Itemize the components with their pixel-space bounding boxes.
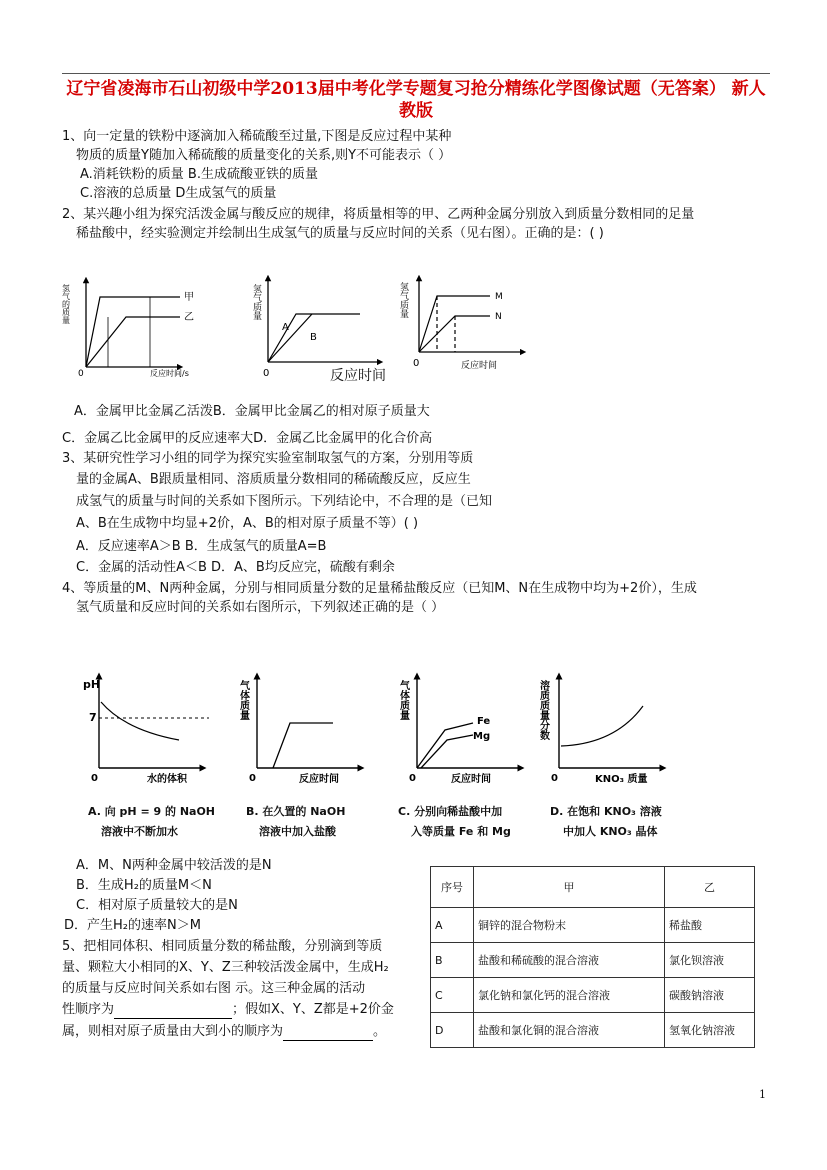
g3-xlabel: 反应时间 xyxy=(461,361,498,371)
g3-label-m: M xyxy=(495,292,503,302)
table-cell: A xyxy=(431,908,474,943)
q3-options-ab: A．反应速率A＞B B．生成氢气的质量A=B xyxy=(76,539,327,554)
q5-line1: 5、把相同体积、相同质量分数的稀盐酸，分别滴到等质 xyxy=(62,939,383,954)
table-header-cell: 序号 xyxy=(431,867,474,908)
g3-origin: 0 xyxy=(413,358,420,369)
g1-series-jia xyxy=(86,297,180,367)
caption-d-line1: D. 在饱和 KNO₃ 溶液 xyxy=(550,805,662,818)
table-cell: 铜锌的混合物粉末 xyxy=(474,908,665,943)
graph-metal-m-n xyxy=(395,270,535,380)
q5-blank-activity[interactable] xyxy=(114,1004,232,1019)
caption-a-line2: 溶液中不断加水 xyxy=(101,825,178,838)
caption-d-line2: 中加人 KNO₃ 晶体 xyxy=(563,825,658,838)
q4-line2: 氢气质量和反应时间的关系如右图所示，下列叙述正确的是（ ） xyxy=(76,600,445,615)
q1-options-cd: C.溶液的总质量 D生成氢气的质量 xyxy=(80,186,277,201)
q4-option-c: C．相对原子质量较大的是N xyxy=(76,898,238,913)
graph-gas-fe-mg xyxy=(398,676,522,785)
gb-line xyxy=(273,723,333,768)
q5-line5 xyxy=(62,1022,386,1041)
table-cell: 碳酸钠溶液 xyxy=(665,978,755,1013)
g1-series-yi xyxy=(86,317,180,367)
q1-line2: 物质的质量Y随加入稀硫酸的质量变化的关系,则Y不可能表示（ ） xyxy=(76,148,452,163)
q2-line2: 稀盐酸中，经实验测定并绘制出生成氢气的质量与反应时间的关系（见右图）。正确的是：( ) xyxy=(76,226,604,241)
table-cell: C xyxy=(431,978,474,1013)
gd-ylabel: 溶质质量分数 xyxy=(537,680,549,740)
table-cell: 氯化钠和氯化钙的混合溶液 xyxy=(474,978,665,1013)
ga-ylabel: pH xyxy=(83,678,101,691)
table-cell: 稀盐酸 xyxy=(665,908,755,943)
table-row xyxy=(431,978,755,1013)
reagent-table xyxy=(430,866,755,1048)
q5-line3: 的质量与反应时间关系如右图 示。这三种金属的活动 xyxy=(62,981,366,996)
g1-xlabel: 反应时间/s xyxy=(150,369,189,378)
table-header-cell: 乙 xyxy=(665,867,755,908)
gb-origin: 0 xyxy=(249,773,256,784)
table-cell: 氢氧化钠溶液 xyxy=(665,1013,755,1048)
q4-option-d: D．产生H₂的速率N＞M xyxy=(64,918,201,933)
q4-option-b: B．生成H₂的质量M＜N xyxy=(76,878,212,893)
g3-ylabel: 氢气质量 xyxy=(398,282,408,318)
q5-blank-atomic-mass[interactable] xyxy=(283,1026,373,1041)
page-number: 1 xyxy=(759,1088,766,1101)
g2-label-b: B xyxy=(310,332,317,343)
graph-metal-a-b xyxy=(251,278,380,379)
graph-gas-naoh xyxy=(238,676,362,785)
gb-ylabel: 气体质量 xyxy=(237,680,249,720)
header-rule xyxy=(62,73,770,74)
g3-label-n: N xyxy=(495,312,502,322)
q3-line2: 量的金属A、B跟质量相同、溶质质量分数相同的稀硫酸反应，反应生 xyxy=(76,472,471,487)
graph-kno3 xyxy=(538,676,664,785)
q2-options-cd: C．金属乙比金属甲的反应速率大D．金属乙比金属甲的化合价高 xyxy=(62,431,433,446)
gc-label-mg: Mg xyxy=(473,731,491,742)
q2-line1: 2、某兴趣小组为探究活泼金属与酸反应的规律，将质量相等的甲、乙两种金属分别放入到质量分数相同的足量 xyxy=(62,207,695,222)
q3-line3: 成氢气的质量与时间的关系如下图所示。下列结论中，不合理的是（已知 xyxy=(76,494,493,509)
caption-a-line1: A. 向 pH = 9 的 NaOH xyxy=(88,805,216,818)
document-title: 辽宁省凌海市石山初级中学2013届中考化学专题复习抢分精练化学图像试题（无答案） 新人教版 xyxy=(66,79,766,121)
caption-b-line1: B. 在久置的 NaOH xyxy=(246,805,346,818)
q5-line4-text-a: 性顺序为 xyxy=(62,1002,115,1017)
g1-origin: 0 xyxy=(78,369,84,379)
table-cell: 氯化钡溶液 xyxy=(665,943,755,978)
g1-label-jia: 甲 xyxy=(184,292,194,303)
gd-xlabel: KNO₃ 质量 xyxy=(595,774,648,785)
g2-series-b xyxy=(268,314,312,362)
caption-b-line2: 溶液中加入盐酸 xyxy=(259,825,336,838)
q5-line5-text-b: 。 xyxy=(373,1024,387,1039)
gc-ylabel: 气体质量 xyxy=(397,680,409,720)
g1-label-yi: 乙 xyxy=(184,312,194,323)
table-cell: 盐酸和氯化铜的混合溶液 xyxy=(474,1013,665,1048)
gc-series-fe xyxy=(417,723,473,768)
q5-line4-text-b: ；假如X、Y、Z都是+2价金 xyxy=(232,1002,394,1017)
g2-origin: 0 xyxy=(263,368,270,379)
ga-curve xyxy=(101,702,179,740)
table-cell: B xyxy=(431,943,474,978)
g2-xlabel: 反应时间 xyxy=(330,368,386,384)
q1-line1: 1、向一定量的铁粉中逐滴加入稀硫酸至过量,下图是反应过程中某种 xyxy=(62,129,452,144)
table-cell: D xyxy=(431,1013,474,1048)
gc-label-fe: Fe xyxy=(477,716,491,727)
graph-metal-jia-yi xyxy=(62,280,195,379)
g1-ylabel: 氢气的质量 xyxy=(61,284,71,324)
table-row xyxy=(431,1013,755,1048)
gd-curve xyxy=(561,706,643,746)
gd-origin: 0 xyxy=(551,773,558,784)
q3-line4: A、B在生成物中均显+2价，A、B的相对原子质量不等）( ) xyxy=(76,516,419,531)
q3-options-cd: C．金属的活动性A＜B D．A、B均反应完，硫酸有剩余 xyxy=(76,560,395,575)
graphs-row2 xyxy=(75,660,695,790)
ga-tick-7: 7 xyxy=(89,711,97,724)
q5-line5-text-a: 属，则相对原子质量由大到小的顺序为 xyxy=(62,1024,284,1039)
q3-line1: 3、某研究性学习小组的同学为探究实验室制取氢气的方案，分别用等质 xyxy=(62,451,474,466)
q5-line4 xyxy=(62,1000,394,1019)
gc-xlabel: 反应时间 xyxy=(451,774,491,785)
graph-ph-water xyxy=(83,676,209,785)
q5-line2: 量、颗粒大小相同的X、Y、Z三种较活泼金属中，生成H₂ xyxy=(62,960,389,975)
table-row xyxy=(431,908,755,943)
table-header-row xyxy=(431,867,755,908)
q4-line1: 4、等质量的M、N两种金属，分别与相同质量分数的足量稀盐酸反应（已知M、N在生成物中均为+2价），生成 xyxy=(62,581,697,596)
table-cell: 盐酸和稀硫酸的混合溶液 xyxy=(474,943,665,978)
table-row xyxy=(431,943,755,978)
gc-origin: 0 xyxy=(409,773,416,784)
q1-options-ab: A.消耗铁粉的质量 B.生成硫酸亚铁的质量 xyxy=(80,167,318,182)
ga-xlabel: 水的体积 xyxy=(147,774,187,785)
q2-options-ab: A．金属甲比金属乙活泼B．金属甲比金属乙的相对原子质量大 xyxy=(74,404,430,419)
table-header-cell: 甲 xyxy=(474,867,665,908)
caption-c-line2: 入等质量 Fe 和 Mg xyxy=(411,825,511,838)
g2-ylabel: 氢气质量 xyxy=(251,284,261,320)
ga-origin: 0 xyxy=(91,773,98,784)
g2-label-a: A xyxy=(282,322,289,333)
q4-option-a: A．M、N两种金属中较活泼的是N xyxy=(76,858,272,873)
gb-xlabel: 反应时间 xyxy=(299,774,339,785)
caption-c-line1: C. 分别向稀盐酸中加 xyxy=(398,805,503,818)
